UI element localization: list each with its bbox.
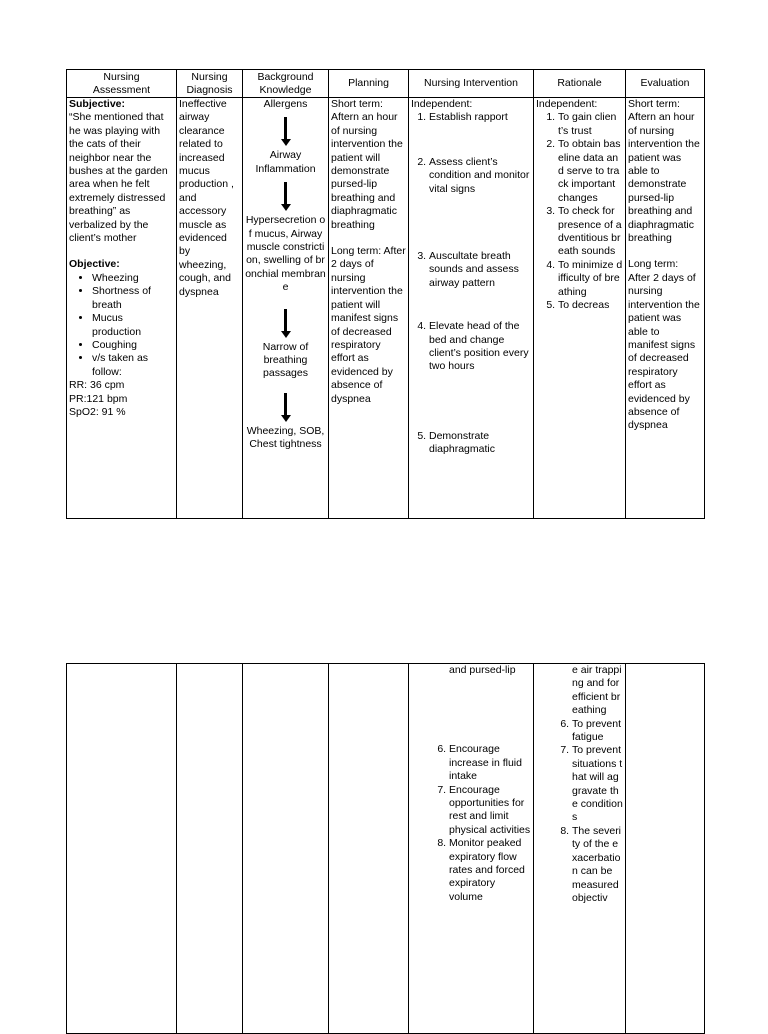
- list-item: 7. Encourage opportunities for rest and limit physical activities: [449, 784, 531, 838]
- rationale-cell: [534, 98, 626, 519]
- down-arrow-icon: [245, 182, 326, 211]
- down-arrow-icon: [245, 393, 326, 422]
- list-item: 7. To prevent situations that will aggravate the conditions: [572, 744, 623, 824]
- list-item: 6. Encourage increase in fluid intake: [449, 743, 531, 783]
- care-plan-table-part-1: [66, 69, 705, 519]
- header-evaluation: Evaluation: [626, 70, 705, 98]
- table-row: [67, 664, 705, 1034]
- list-item: 1. Establish rapport: [429, 111, 531, 155]
- evaluation-cell: [626, 98, 705, 519]
- list-item: 2. To obtain baseline data and serve to track important changes: [558, 138, 623, 205]
- rationale-list-continued: [536, 718, 623, 906]
- header-background: Background Knowledge: [243, 70, 329, 98]
- list-item: 6. To prevent fatigue: [572, 718, 623, 745]
- rationale-list: [536, 111, 623, 312]
- vital-spo2: SpO2: 91 %: [69, 405, 126, 418]
- header-intervention: Nursing Intervention: [409, 70, 534, 98]
- header-diagnosis: Nursing Diagnosis: [177, 70, 243, 98]
- evaluation-short-term: Short term: Aftern an hour of nursing intervention the patient was able to demonstrate pursed-lip breathing and diaphragmatic breathing: [628, 98, 700, 245]
- planning-cell: [329, 98, 409, 519]
- subjective-label: Subjective:: [69, 98, 126, 110]
- background-step: Allergens: [263, 98, 308, 110]
- list-item: • Coughing: [92, 339, 174, 352]
- rationale-label: Independent:: [536, 98, 598, 110]
- planning-cell-continued: [329, 664, 409, 1034]
- list-item: 3. To check for presence of adventitious breath sounds: [558, 205, 623, 259]
- list-item: • Mucus production: [92, 312, 174, 339]
- evaluation-long-term: Long term: After 2 days of nursing intervention the patient was able to manifest signs of decreased respiratory effort as evidenced by absence of dyspnea: [628, 258, 700, 432]
- care-plan-table-part-2: [66, 663, 705, 1034]
- assessment-cell: [67, 98, 177, 519]
- list-item: 8. Monitor peaked expiratory flow rates and forced expiratory volume: [449, 837, 531, 904]
- header-assessment: Nursing Assessment: [67, 70, 177, 98]
- list-item: 2. Assess client’s condition and monitor vital signs: [429, 156, 531, 250]
- background-step: Wheezing, SOB, Chest tightness: [246, 424, 325, 451]
- subjective-text: “She mentioned that he was playing with the cats of their neighbor near the bushes at the garden area when he felt extremely distressed breathing” as verbalized by the client’s mother: [69, 111, 168, 245]
- list-item: 5. To decreas: [558, 299, 623, 312]
- background-step: Airway Inflammation: [255, 149, 316, 175]
- intervention-continued-text: and pursed-lip: [449, 664, 516, 676]
- diagnosis-cell-continued: [177, 664, 243, 1034]
- intervention-label: Independent:: [411, 98, 473, 110]
- planning-long-term: Long term: After 2 days of nursing intervention the patient will manifest signs of decreased respiratory effort as evidenced by absence of dyspnea: [331, 245, 406, 405]
- background-step: Narrow of breathing passages: [262, 340, 309, 380]
- objective-label: Objective:: [69, 258, 120, 271]
- evaluation-cell-continued: [626, 664, 705, 1034]
- background-cell: [243, 98, 329, 519]
- down-arrow-icon: [245, 117, 326, 146]
- list-item: • v/s taken as follow:: [92, 352, 174, 379]
- list-item: 3. Auscultate breath sounds and assess airway pattern: [429, 250, 531, 320]
- background-cell-continued: [243, 664, 329, 1034]
- assessment-cell-continued: [67, 664, 177, 1034]
- list-item: • Shortness of breath: [92, 285, 174, 312]
- list-item: • Wheezing: [92, 272, 174, 285]
- diagnosis-text: Ineffective airway clearance related to increased mucus production , and accessory muscle as evidenced by wheezing, cough, and dyspnea: [179, 98, 234, 298]
- list-item: 4. To minimize difficulty of breathing: [558, 259, 623, 299]
- list-item: 5. Demonstrate diaphragmatic: [429, 430, 531, 457]
- intervention-list-continued: [411, 743, 531, 904]
- vital-rr: RR: 36 cpm: [69, 379, 125, 392]
- list-item: 8. The severity of the exacerbation can be measured objectiv: [572, 825, 623, 905]
- background-step: Hypersecretion of mucus, Airway muscle constriction, swelling of bronchial membrane: [245, 214, 326, 294]
- objective-list: [69, 272, 174, 379]
- list-item: 4. Elevate head of the bed and change client’s position every two hours: [429, 320, 531, 430]
- planning-short-term: Short term: Aftern an hour of nursing intervention the patient will demonstrate pursed-lip breathing and diaphragmatic breathing: [331, 98, 403, 231]
- intervention-cell-continued: [409, 664, 534, 1034]
- header-planning: Planning: [329, 70, 409, 98]
- header-rationale: Rationale: [534, 70, 626, 98]
- vital-pr: PR:121 bpm: [69, 392, 128, 405]
- intervention-cell: [409, 98, 534, 519]
- list-item: 1. To gain client’s trust: [558, 111, 623, 138]
- rationale-cell-continued: [534, 664, 626, 1034]
- intervention-list: [411, 111, 531, 456]
- diagnosis-cell: [177, 98, 243, 519]
- table-row: [67, 98, 705, 519]
- rationale-continued-text: e air trapping and for efficient breathing: [572, 664, 622, 717]
- header-row: [67, 70, 705, 98]
- down-arrow-icon: [245, 309, 326, 338]
